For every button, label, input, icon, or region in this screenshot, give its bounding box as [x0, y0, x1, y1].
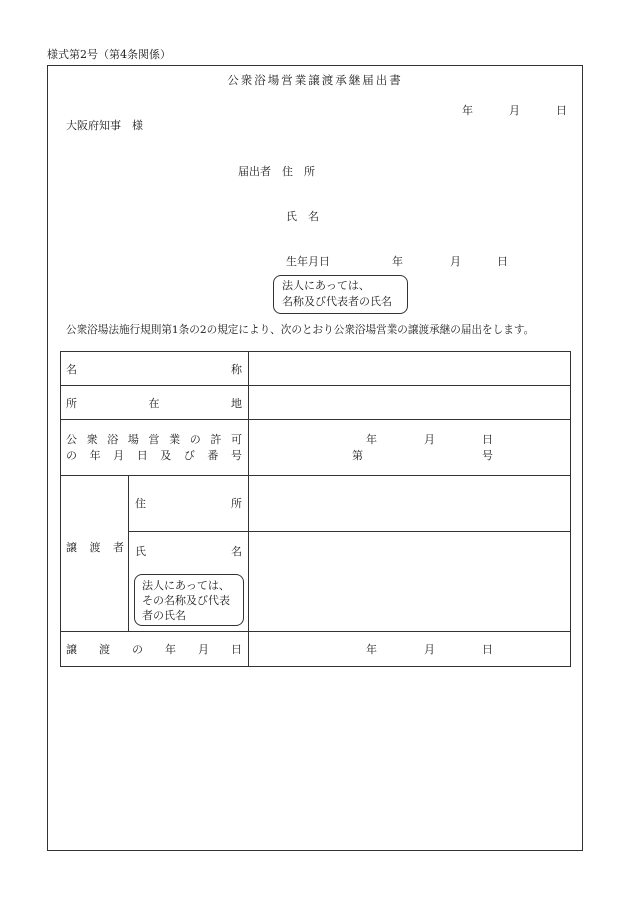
permit-label-char: 営 — [148, 433, 160, 446]
addressee: 大阪府知事 様 — [66, 119, 143, 132]
table-transferor-divider — [128, 475, 129, 631]
table-left-border — [60, 351, 61, 667]
row-location-label-char-2: 在 — [148, 397, 160, 410]
table-row-divider-5 — [60, 631, 571, 632]
form-title: 公衆浴場営業譲渡承継届出書 — [227, 73, 403, 87]
table-right-border — [570, 351, 571, 667]
form-reference: 様式第2号（第4条関係） — [47, 48, 171, 61]
applicant-corporate-note-line2: 名称及び代表者の氏名 — [282, 295, 392, 308]
permit-label-char: 業 — [169, 433, 181, 446]
permit-label-char: の — [189, 433, 201, 446]
permit-label-char: 年 — [89, 449, 101, 462]
transfer-date-label-char: 月 — [198, 643, 209, 656]
row-name-label-char-2: 称 — [231, 363, 242, 376]
transfer-date-label-char: 渡 — [99, 643, 110, 656]
row-name-label-char-1: 名 — [66, 363, 77, 376]
permit-label-char: 場 — [127, 433, 139, 446]
transferor-name-char: 氏 — [135, 545, 146, 558]
row-location-label — [66, 398, 242, 409]
permit-number-suffix: 号 — [482, 449, 493, 462]
date-year-label: 年 — [462, 104, 473, 117]
transferor-label-char: 者 — [113, 541, 124, 554]
permit-value-month: 月 — [424, 433, 435, 446]
permit-label-char: 号 — [230, 449, 242, 462]
transfer-date-label-char: 日 — [231, 643, 242, 656]
transfer-date-year: 年 — [366, 643, 377, 656]
permit-number-prefix: 第 — [352, 449, 363, 462]
table-row-divider-1 — [60, 385, 571, 386]
permit-label-char: 許 — [210, 433, 222, 446]
table-bottom-border — [60, 666, 571, 667]
permit-label-char: 及 — [160, 449, 172, 462]
applicant-corporate-note-line1: 法人にあっては、 — [282, 279, 370, 292]
date-day-label: 日 — [556, 104, 567, 117]
row-permit-label-line1 — [66, 434, 242, 445]
transferor-name-char: 名 — [231, 545, 242, 558]
permit-label-char: 可 — [231, 433, 242, 446]
row-location-label-char-3: 地 — [231, 397, 242, 410]
table-row-divider-2 — [60, 419, 571, 420]
permit-label-char: 衆 — [86, 433, 98, 446]
date-month-label: 月 — [509, 104, 520, 117]
applicant-dob-day: 日 — [497, 255, 508, 268]
permit-value-year: 年 — [366, 433, 377, 446]
table-row-divider-4 — [128, 531, 571, 532]
transferor-label-char: 渡 — [89, 541, 101, 554]
applicant-corporate-note — [273, 275, 408, 314]
transferor-corporate-note-line3: 者の氏名 — [142, 609, 186, 622]
applicant-dob-month: 月 — [450, 255, 461, 268]
transfer-date-label-char: 譲 — [66, 643, 77, 656]
transferor-label-char: 譲 — [66, 541, 77, 554]
transfer-date-label-char: の — [132, 643, 143, 656]
applicant-dob-label: 生年月日 — [286, 255, 330, 268]
applicant-dob-year: 年 — [392, 255, 403, 268]
table-label-divider — [248, 351, 249, 667]
transfer-date-label-char: 年 — [165, 643, 176, 656]
row-name-label — [66, 364, 242, 375]
table-top-border — [60, 351, 571, 352]
transferor-corporate-note-line2: その名称及び代表 — [142, 594, 230, 607]
permit-label-char: 日 — [136, 449, 148, 462]
transferor-name-label — [135, 546, 242, 557]
applicant-name-label: 氏 名 — [286, 210, 319, 223]
transferor-corporate-note — [134, 574, 244, 626]
permit-value-day: 日 — [482, 433, 493, 446]
permit-label-char: の — [66, 449, 77, 462]
transfer-date-month: 月 — [424, 643, 435, 656]
permit-label-char: 番 — [207, 449, 219, 462]
table-row-divider-3 — [60, 475, 571, 476]
transfer-date-day: 日 — [482, 643, 493, 656]
transferor-address-char: 所 — [231, 497, 242, 510]
statement-text: 公衆浴場法施行規則第1条の2の規定により、次のとおり公衆浴場営業の譲渡承継の届出をします。 — [66, 324, 535, 336]
transferor-label — [66, 542, 124, 553]
permit-label-char: 浴 — [107, 433, 119, 446]
row-permit-label-line2 — [66, 450, 242, 461]
transferor-corporate-note-line1: 法人にあっては、 — [142, 579, 230, 592]
permit-label-char: 公 — [66, 433, 77, 446]
row-transfer-date-label — [66, 644, 242, 655]
permit-label-char: び — [183, 449, 195, 462]
permit-label-char: 月 — [113, 449, 125, 462]
transferor-address-label — [135, 498, 242, 509]
applicant-address-label: 届出者 住 所 — [238, 165, 315, 178]
row-location-label-char-1: 所 — [66, 397, 77, 410]
transferor-address-char: 住 — [135, 497, 146, 510]
